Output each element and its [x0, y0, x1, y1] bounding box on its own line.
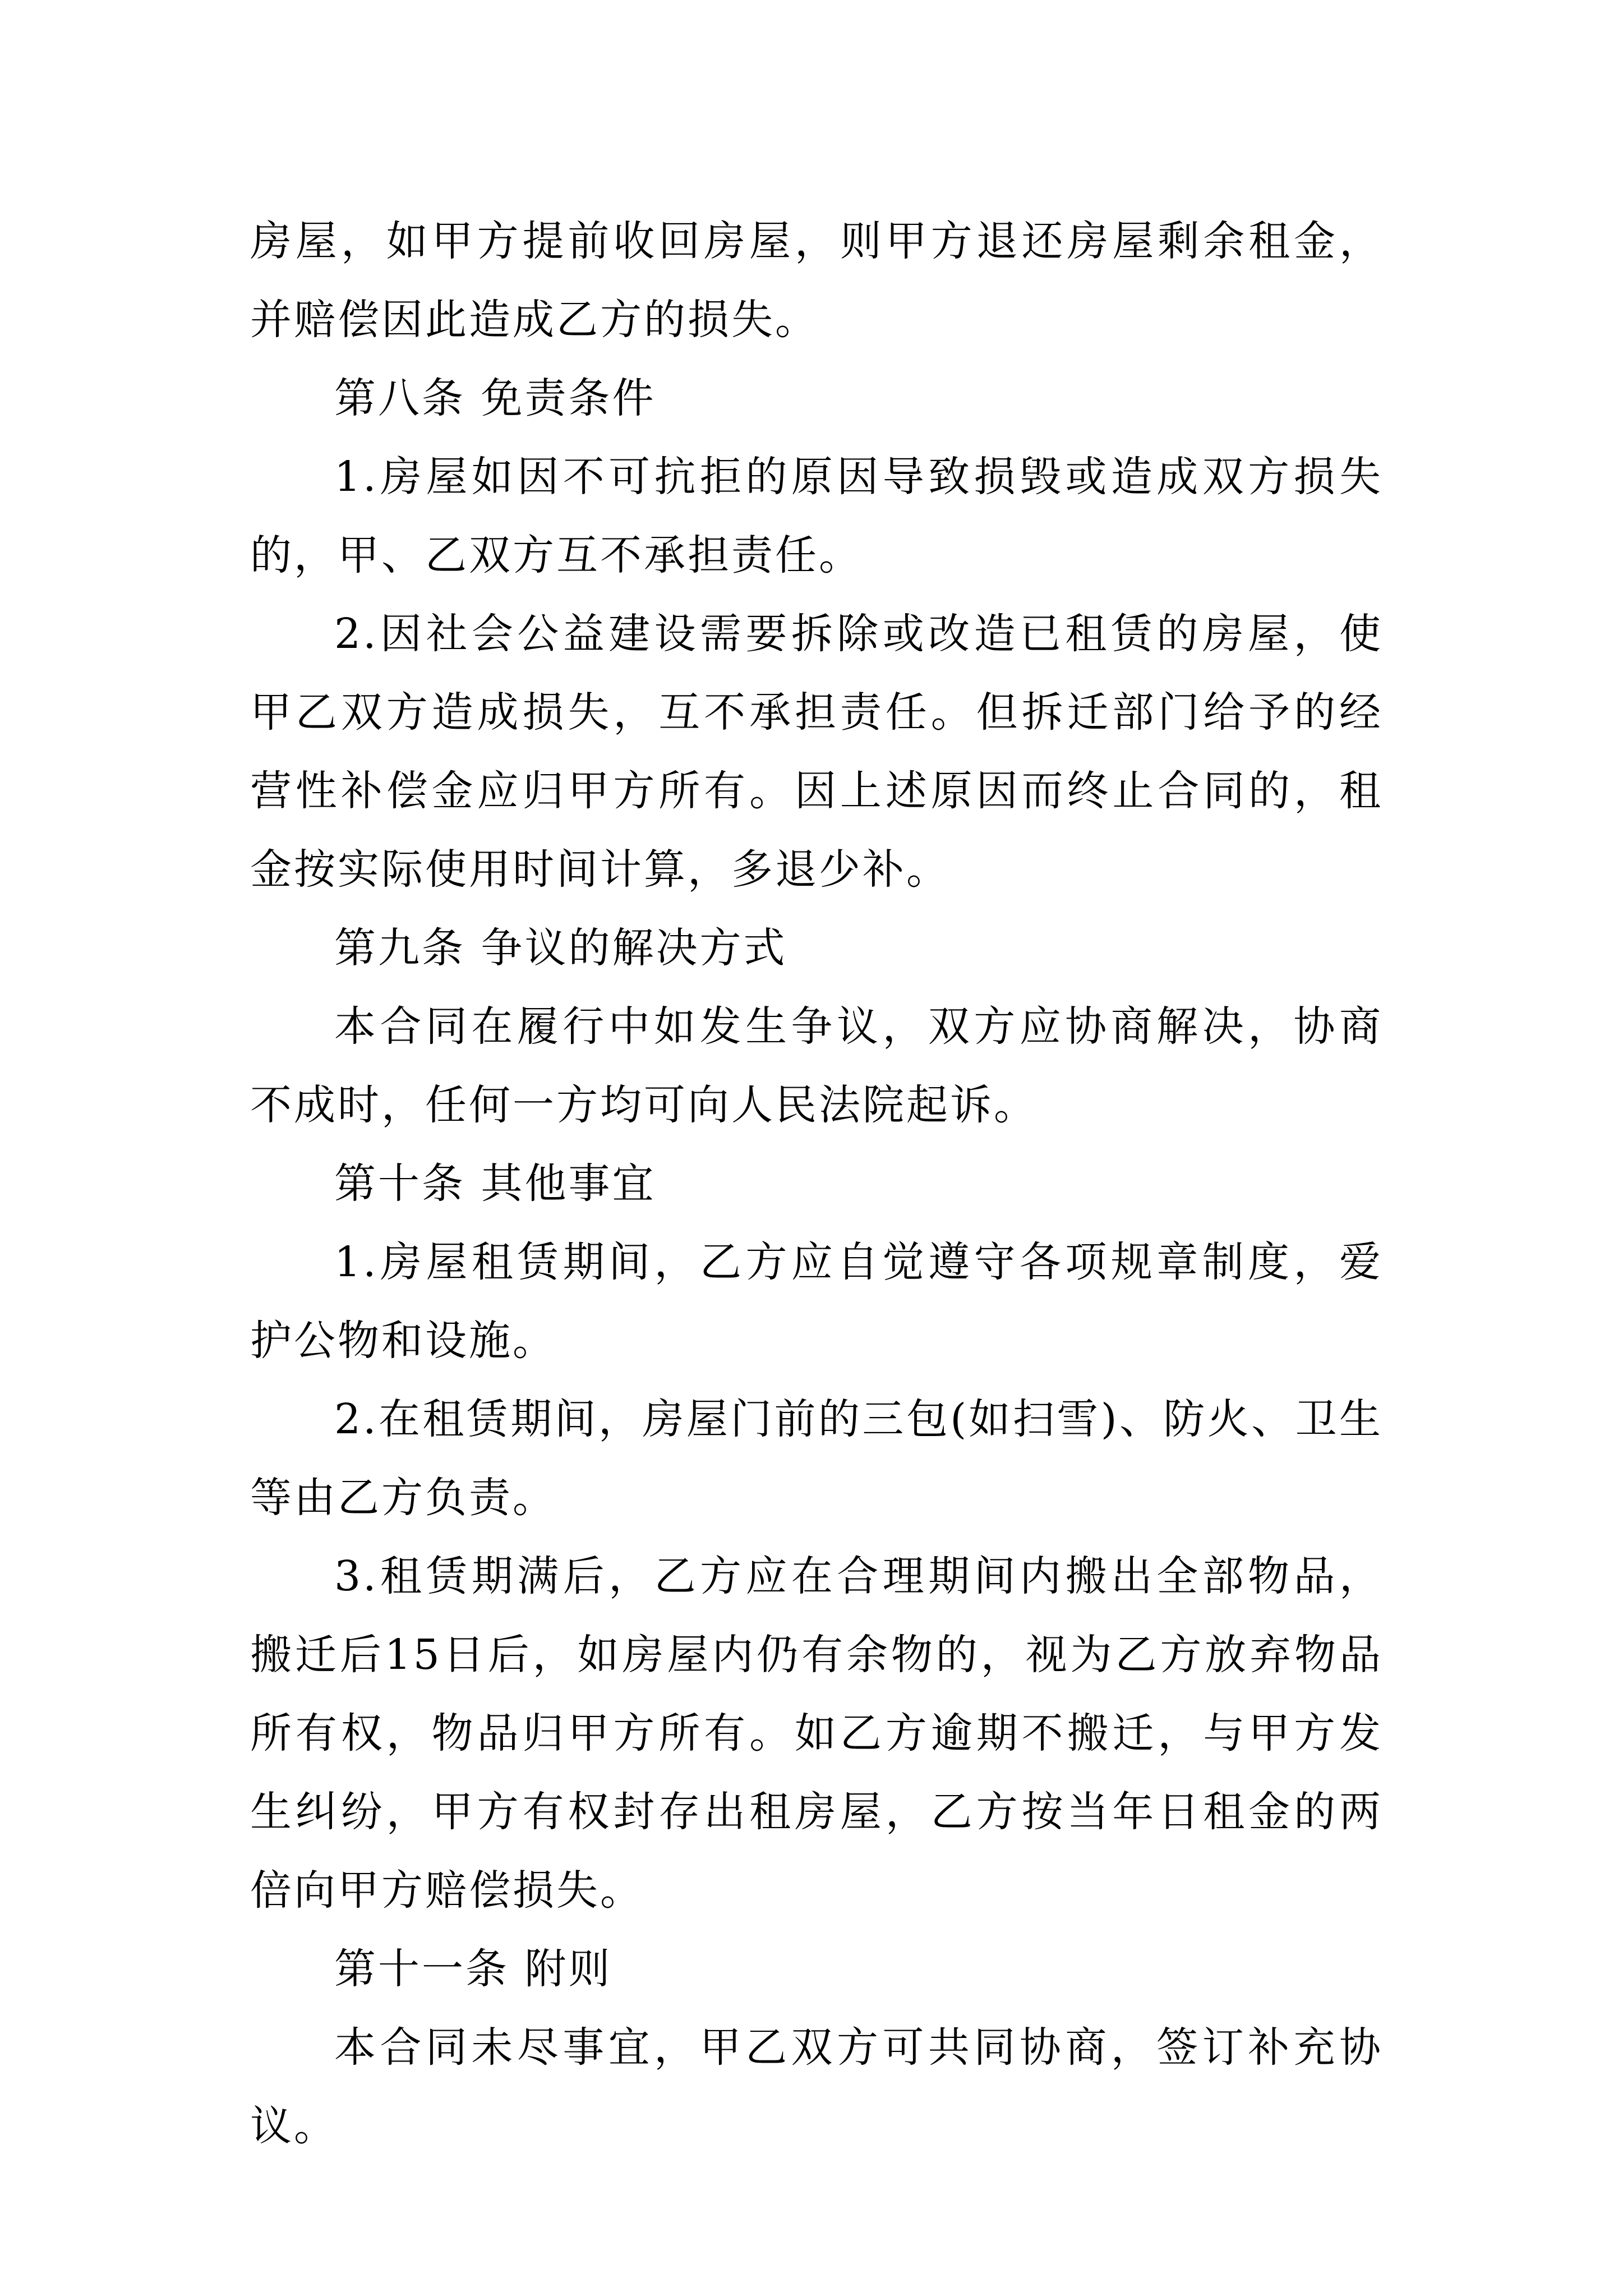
paragraph-article-9: 本合同在履行中如发生争议，双方应协商解决，协商不成时，任何一方均可向人民法院起诉。	[250, 1002, 1383, 1129]
paragraph-article-8-item-2: 2.因社会公益建设需要拆除或改造已租赁的房屋，使甲乙双方造成损失，互不承担责任。但拆迁部门给予的经营性补偿金应归甲方所有。因上述原因而终止合同的，租金按实际使用时间计算，多退少补。	[250, 610, 1383, 894]
section-heading-article-10: 第十条 其他事宜	[334, 1159, 656, 1208]
section-heading-article-11: 第十一条 附则	[334, 1945, 612, 1993]
paragraph-article-10-item-2: 2.在租赁期间，房屋门前的三包(如扫雪)、防火、卫生等由乙方负责。	[250, 1395, 1383, 1522]
paragraph-article-8-item-1: 1.房屋如因不可抗拒的原因导致损毁或造成双方损失的，甲、乙双方互不承担责任。	[250, 453, 1383, 579]
paragraph-article-10-item-3: 3.租赁期满后，乙方应在合理期间内搬出全部物品，搬迁后15日后，如房屋内仍有余物的，视为乙方放弃物品所有权，物品归甲方所有。如乙方逾期不搬迁，与甲方发生纠纷，甲方有权封存出租房屋，乙方按当年日租金的两倍向甲方赔偿损失。	[250, 1552, 1383, 1915]
document-body	[250, 202, 1383, 2165]
paragraph-continued: 房屋，如甲方提前收回房屋，则甲方退还房屋剩余租金，并赔偿因此造成乙方的损失。	[250, 217, 1383, 344]
paragraph-article-11: 本合同未尽事宜，甲乙双方可共同协商，签订补充协议。	[250, 2023, 1383, 2150]
paragraph-article-10-item-1: 1.房屋租赁期间，乙方应自觉遵守各项规章制度，爱护公物和设施。	[250, 1238, 1383, 1365]
section-heading-article-8: 第八条 免责条件	[334, 374, 656, 422]
section-heading-article-9: 第九条 争议的解决方式	[334, 924, 787, 972]
